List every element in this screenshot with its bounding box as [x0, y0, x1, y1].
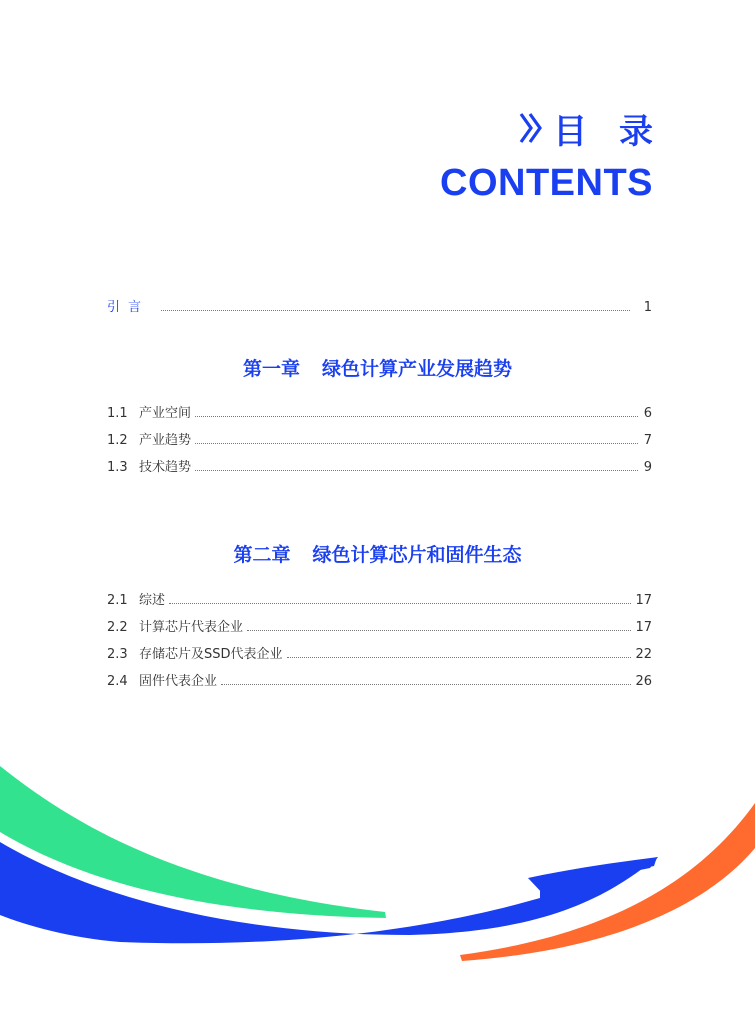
- toc-entry[interactable]: [107, 673, 652, 691]
- dot-leader: [221, 684, 631, 685]
- toc-entry-number: 2.1: [107, 593, 128, 608]
- toc-entry[interactable]: [107, 646, 652, 664]
- decorative-swoosh-graphic: [0, 740, 755, 1024]
- toc-entry-number: 2.2: [107, 620, 128, 635]
- toc-entry-page: 17: [635, 593, 652, 608]
- toc-entry-number: 2.4: [107, 674, 128, 689]
- toc-entry-number: 1.3: [107, 460, 128, 475]
- toc-entry-title: 计算芯片代表企业: [139, 620, 244, 635]
- chapter-title[interactable]: [0, 540, 755, 567]
- dot-leader: [169, 603, 631, 604]
- toc-entry-number: 1.2: [107, 433, 128, 448]
- dot-leader: [287, 657, 632, 658]
- chapter-name: 绿色计算芯片和固件生态: [312, 544, 522, 566]
- dot-leader: [247, 630, 631, 631]
- chapter-title[interactable]: [0, 354, 755, 381]
- toc-heading: [519, 104, 663, 152]
- toc-entry-page: 9: [643, 460, 652, 475]
- dot-leader: [161, 310, 630, 311]
- chapter-name: 绿色计算产业发展趋势: [322, 358, 513, 380]
- toc-entry-title: 综述: [139, 593, 166, 608]
- chapter-label: 第二章: [233, 544, 291, 566]
- toc-entry-page: 1: [643, 300, 652, 315]
- toc-entry-title: 技术趋势: [139, 460, 192, 475]
- toc-entry-title: 引言: [107, 300, 150, 315]
- page-title-cn: 目 录: [553, 111, 663, 152]
- toc-entry-page: 7: [643, 433, 652, 448]
- toc-entry[interactable]: [107, 592, 652, 610]
- toc-entry-page: 6: [643, 406, 652, 421]
- heading-cn-row: [519, 104, 663, 152]
- toc-entry[interactable]: [107, 459, 652, 477]
- toc-entry-page: 17: [635, 620, 652, 635]
- toc-entry[interactable]: [107, 432, 652, 450]
- page-title-en: CONTENTS: [440, 162, 653, 204]
- toc-entry-number: 1.1: [107, 406, 128, 421]
- dot-leader: [195, 416, 638, 417]
- toc-entry[interactable]: [107, 619, 652, 637]
- toc-entry-title: 产业空间: [139, 406, 192, 421]
- toc-entry-intro[interactable]: [107, 299, 652, 317]
- chapter-label: 第一章: [242, 358, 300, 380]
- double-chevron-right-icon: [519, 110, 545, 146]
- toc-entry[interactable]: [107, 405, 652, 423]
- dot-leader: [195, 443, 638, 444]
- dot-leader: [195, 470, 638, 471]
- toc-entry-title: 固件代表企业: [139, 674, 218, 689]
- toc-entry-title: 产业趋势: [139, 433, 192, 448]
- toc-entry-number: 2.3: [107, 647, 128, 662]
- toc-entry-page: 26: [635, 674, 652, 689]
- toc-entry-page: 22: [635, 647, 652, 662]
- toc-entry-title: 存储芯片及SSD代表企业: [139, 647, 283, 662]
